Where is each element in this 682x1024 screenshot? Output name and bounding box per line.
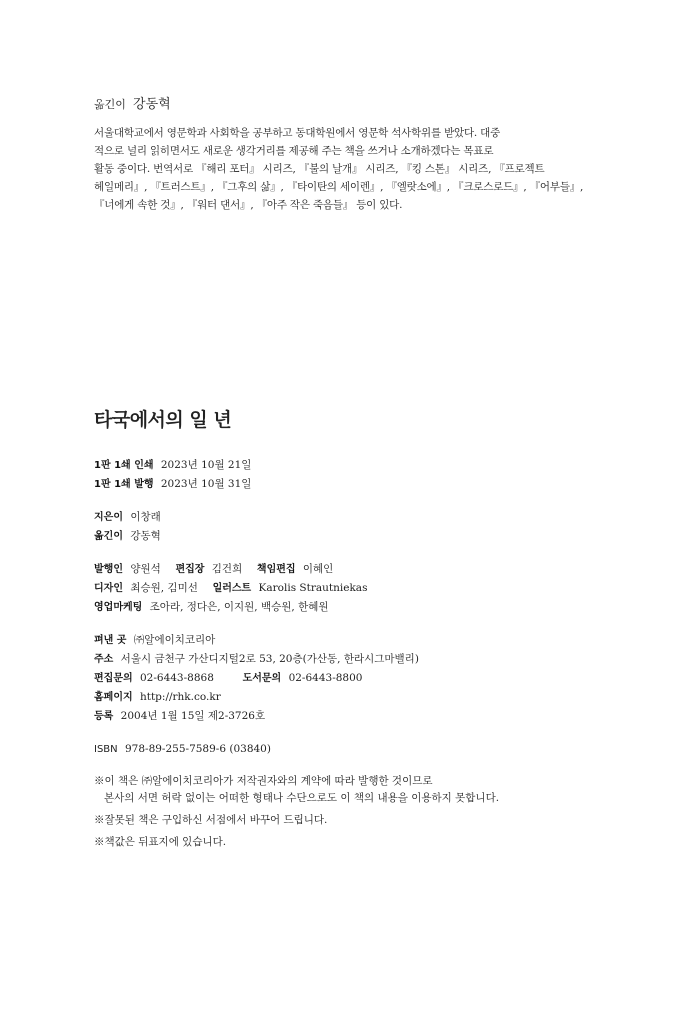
editor-in-chief-label: 편집장 (175, 564, 205, 575)
bio-line: 서울대학교에서 영문학과 사회학을 공부하고 동대학원에서 영문학 석사학위를 받았다. 대중 (94, 127, 501, 139)
edit-contact-label: 편집문의 (94, 673, 133, 684)
isbn-info (94, 740, 614, 759)
contact-row (94, 669, 614, 688)
marketing-label: 영업마케팅 (94, 602, 143, 613)
credits-info (94, 508, 614, 546)
bio-line: 헤일메리』, 『트러스트』, 『그후의 삶』, 『타이탄의 세이렌』, 『엘랏소에』, 『크로스로드』, 『어부들』, (94, 181, 584, 193)
translator-row (94, 527, 614, 546)
marketing-row (94, 598, 614, 617)
house-name: ㈜알에이치코리아 (133, 634, 216, 646)
house-label: 펴낸 곳 (94, 635, 127, 646)
homepage-link[interactable]: http://rhk.co.kr (139, 691, 221, 703)
book-contact-value: 02-6443-8800 (288, 672, 363, 684)
book-contact-label: 도서문의 (242, 673, 282, 684)
design-row (94, 579, 614, 598)
house-row (94, 631, 614, 650)
book-title: 타국에서의 일 년 (94, 409, 232, 431)
address-value: 서울시 금천구 가산디지털2로 53, 20층(가산동, 한라시그마밸리) (120, 653, 419, 665)
translator-section (94, 93, 594, 214)
publisher-label: 발행인 (94, 564, 123, 575)
illustration-label: 일러스트 (212, 583, 252, 594)
translator-label: 옮긴이 (94, 531, 123, 542)
exchange-note: ※잘못된 책은 구입하신 서점에서 바꾸어 드립니다. (94, 814, 328, 826)
printing-info (94, 456, 614, 494)
registration-label: 등록 (94, 711, 114, 722)
editor-in-chief-name: 김건희 (211, 563, 243, 575)
copyright-note-line1: ※이 책은 ㈜알에이치코리아가 저작권자와의 계약에 따라 발행한 것이므로 (94, 775, 433, 787)
translator-heading-name: 강동혁 (133, 97, 171, 112)
design-names: 최승원, 김미선 (130, 582, 198, 594)
first-publish-label: 1판 1쇄 발행 (94, 479, 154, 490)
homepage-row (94, 688, 614, 707)
notes (94, 773, 614, 851)
colophon-section (94, 405, 614, 856)
address-label: 주소 (94, 654, 114, 665)
first-print-date: 2023년 10월 21일 (160, 459, 252, 471)
homepage-label: 홈페이지 (94, 692, 133, 703)
first-print-row (94, 456, 614, 475)
lead-editor-name: 이혜인 (302, 563, 334, 575)
staff-info (94, 560, 614, 617)
price-note: ※책값은 뒤표지에 있습니다. (94, 836, 227, 848)
marketing-names: 조아라, 정다은, 이지원, 백승원, 한혜원 (149, 601, 329, 613)
copyright-note (94, 773, 614, 807)
bio-line: 『너에게 속한 것』, 『워터 댄서』, 『아주 작은 죽음들』 등이 있다. (94, 199, 403, 211)
translator-bio (94, 124, 594, 214)
copyright-note-line2: 본사의 서면 허락 없이는 어떠한 형태나 수단으로도 이 책의 내용을 이용하지 못합니다. (104, 792, 500, 804)
translator-heading-label: 옮긴이 (94, 98, 126, 111)
edit-contact-value: 02-6443-8868 (139, 672, 214, 684)
translator-heading (94, 93, 594, 112)
publisher-row (94, 560, 614, 579)
isbn-row (94, 740, 614, 759)
author-row (94, 508, 614, 527)
author-label: 지은이 (94, 512, 123, 523)
first-publish-row (94, 475, 614, 494)
isbn-value: 978-89-255-7589-6 (03840) (124, 743, 271, 755)
design-label: 디자인 (94, 583, 123, 594)
bio-line: 활동 중이다. 번역서로 『해리 포터』 시리즈, 『불의 날개』 시리즈, 『킹 스톤』 시리즈, 『프로젝트 (94, 163, 545, 175)
first-print-label: 1판 1쇄 인쇄 (94, 460, 154, 471)
registration-value: 2004년 1월 15일 제2-3726호 (120, 710, 266, 722)
lead-editor-label: 책임편집 (256, 564, 296, 575)
first-publish-date: 2023년 10월 31일 (160, 478, 252, 490)
bio-line: 적으로 널리 읽히면서도 새로운 생각거리를 제공해 주는 책을 쓰거나 소개하겠다는 목표로 (94, 145, 494, 157)
address-row (94, 650, 614, 669)
registration-row (94, 707, 614, 726)
isbn-label: ISBN (94, 744, 118, 755)
publisher-name: 양원석 (130, 563, 161, 575)
author-name: 이창래 (130, 511, 161, 523)
translator-name: 강동혁 (130, 530, 161, 542)
illustration-name: Karolis Strautniekas (258, 582, 368, 594)
publisher-info (94, 631, 614, 726)
